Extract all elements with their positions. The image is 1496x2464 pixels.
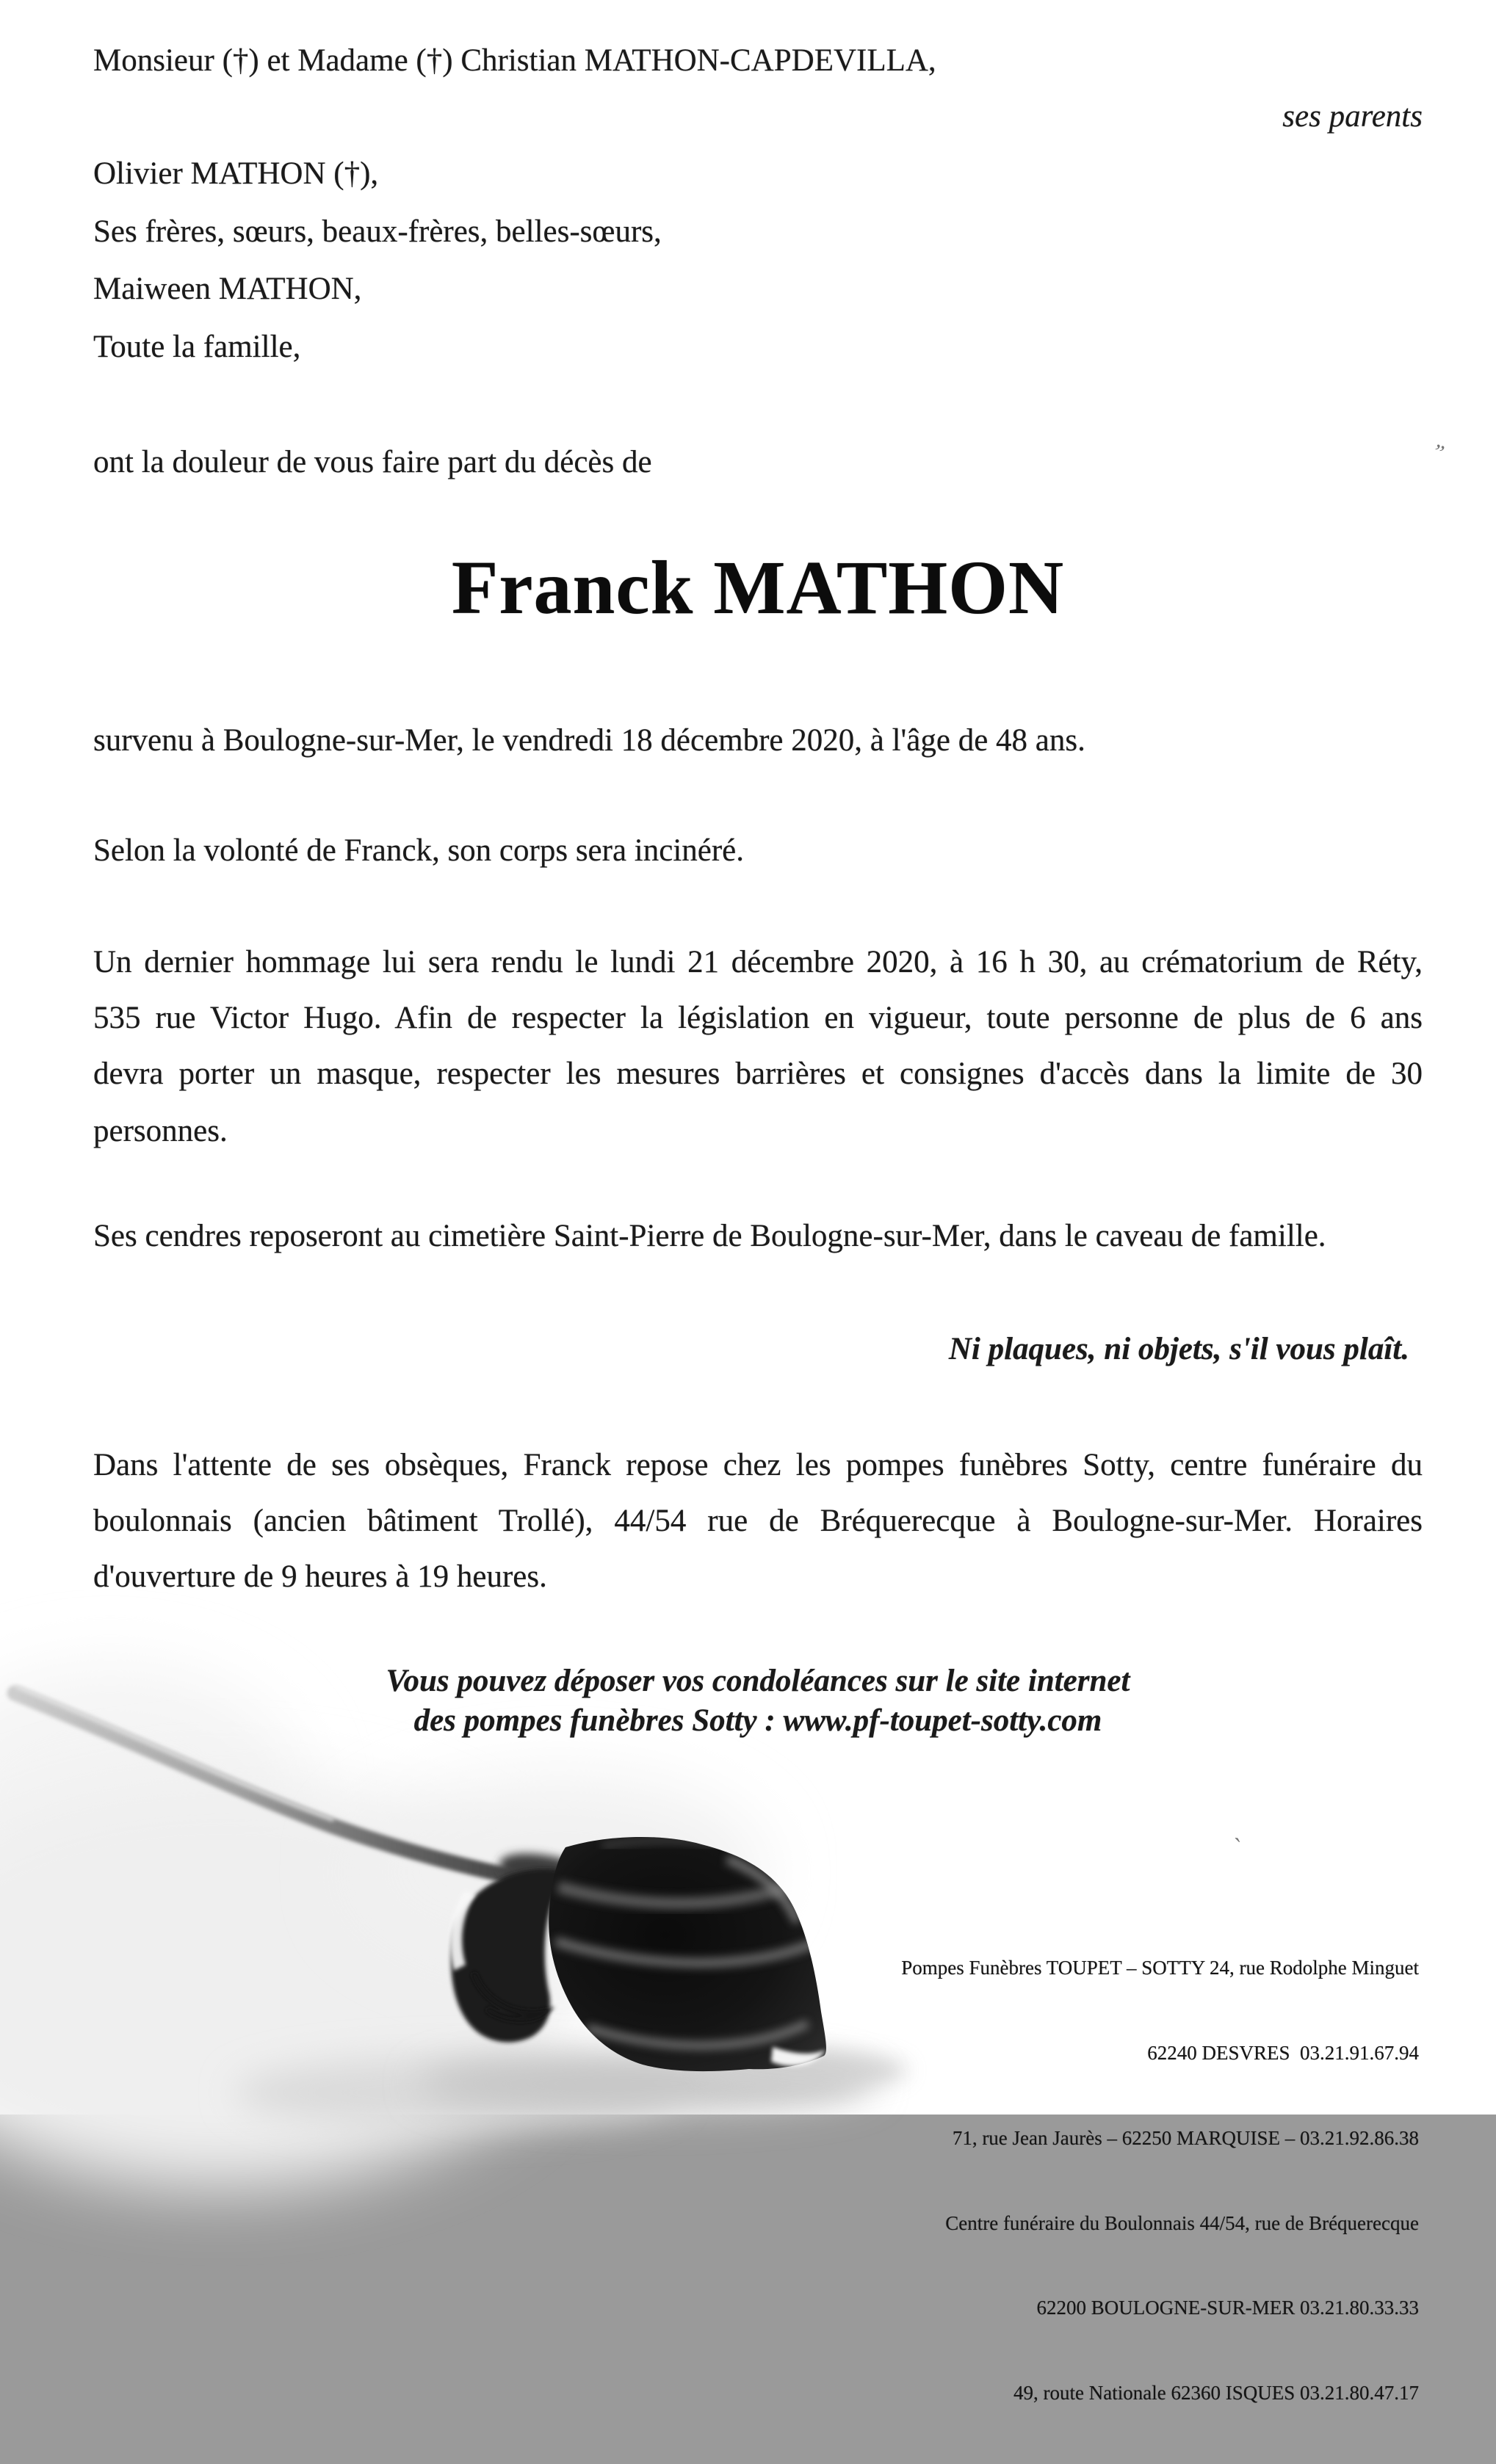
- request-line: Ni plaques, ni objets, s'il vous plaît.: [948, 1332, 1409, 1366]
- scan-artifact-mark: `: [1230, 1833, 1243, 1862]
- family-line-toute-la-famille: Toute la famille,: [93, 330, 301, 364]
- parents-line: Monsieur (†) et Madame (†) Christian MATHON-CAPDEVILLA,: [93, 43, 936, 78]
- announce-line: ont la douleur de vous faire part du décès de: [93, 445, 652, 479]
- footer-line-centre-funeraire: Centre funéraire du Boulonnais 44/54, rue de Bréquerecque: [945, 2211, 1419, 2234]
- ses-parents-label: ses parents: [1282, 99, 1423, 134]
- deceased-name: Franck MATHON: [451, 546, 1065, 630]
- condolence-line-website: des pompes funèbres Sotty : www.pf-toupet-sotty.com: [413, 1703, 1102, 1738]
- tribute-line: devra porter un masque, respecter les mesures barrières et consignes d'accès dans la limite de 30: [93, 1057, 1423, 1091]
- scan-artifact-mark: ”: [1430, 439, 1448, 466]
- ashes-line: Ses cendres reposeront au cimetière Saint-Pierre de Boulogne-sur-Mer, dans le caveau de famille.: [93, 1219, 1326, 1253]
- family-line-siblings: Ses frères, sœurs, beaux-frères, belles-sœurs,: [93, 214, 662, 249]
- announcement-body: [93, 0, 1423, 2115]
- repose-line: Dans l'attente de ses obsèques, Franck repose chez les pompes funèbres Sotty, centre funéraire du: [93, 1448, 1423, 1482]
- family-line-maiween: Maiween MATHON,: [93, 272, 362, 306]
- tribute-line: 535 rue Victor Hugo. Afin de respecter la législation en vigueur, toute personne de plus de 6 ans: [93, 1001, 1423, 1035]
- repose-line: d'ouverture de 9 heures à 19 heures.: [93, 1559, 547, 1594]
- footer-line-boulogne: 62200 BOULOGNE-SUR-MER 03.21.80.33.33: [1036, 2297, 1419, 2319]
- footer-line-isques: 49, route Nationale 62360 ISQUES 03.21.80.47.17: [1013, 2382, 1419, 2405]
- footer-line-desvres-address: Pompes Funèbres TOUPET – SOTTY 24, rue Rodolphe Minguet: [901, 1957, 1419, 1979]
- family-line-olivier: Olivier MATHON (†),: [93, 156, 379, 191]
- cremation-line: Selon la volonté de Franck, son corps sera incinéré.: [93, 833, 745, 868]
- funeral-home-contact-block: [901, 1897, 1419, 2464]
- footer-line-desvres-phone: 62240 DESVRES 03.21.91.67.94: [1147, 2041, 1419, 2064]
- tribute-line: Un dernier hommage lui sera rendu le lundi 21 décembre 2020, à 16 h 30, au crématorium de Réty,: [93, 945, 1423, 979]
- condolence-line: Vous pouvez déposer vos condoléances sur le site internet: [386, 1664, 1130, 1698]
- footer-line-marquise: 71, rue Jean Jaurès – 62250 MARQUISE – 03.21.92.86.38: [952, 2126, 1419, 2149]
- death-line: survenu à Boulogne-sur-Mer, le vendredi 18 décembre 2020, à l'âge de 48 ans.: [93, 723, 1085, 758]
- repose-line: boulonnais (ancien bâtiment Trollé), 44/54 rue de Bréquerecque à Boulogne-sur-Mer. Horaires: [93, 1504, 1423, 1538]
- tribute-line: personnes.: [93, 1114, 228, 1148]
